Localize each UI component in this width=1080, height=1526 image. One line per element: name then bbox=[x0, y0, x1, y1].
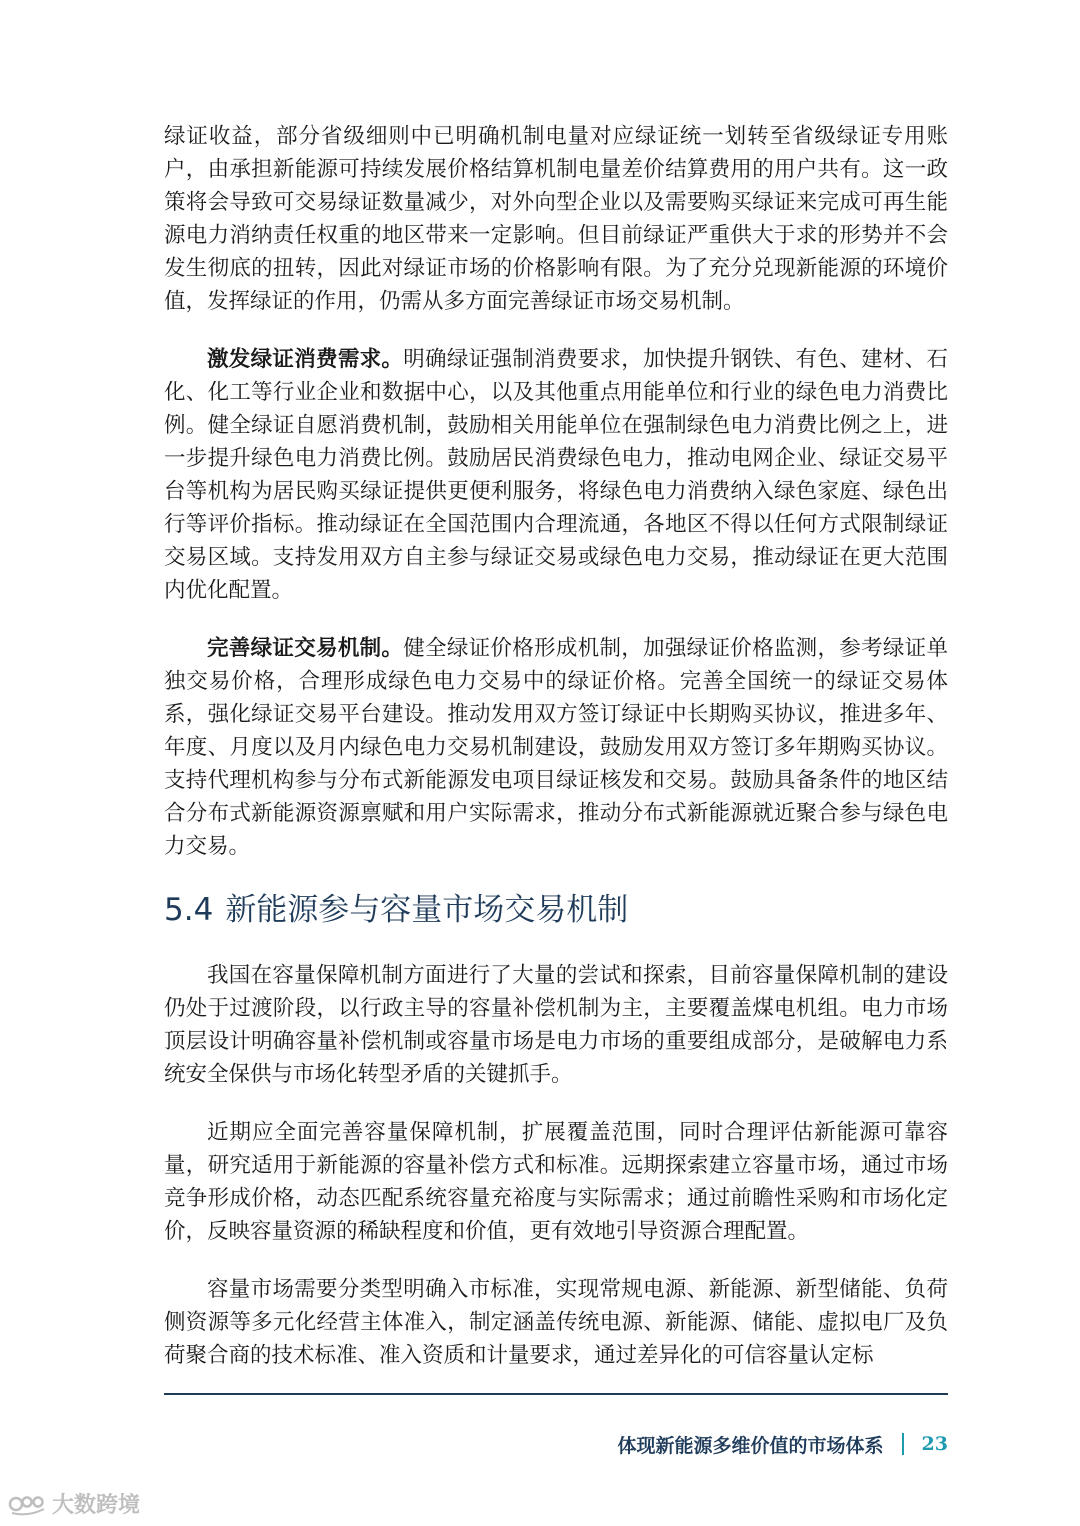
footer-divider bbox=[164, 1393, 948, 1395]
paragraph-5 bbox=[164, 1116, 948, 1248]
watermark bbox=[8, 1488, 140, 1519]
section-title-text: 新能源参与容量市场交易机制 bbox=[225, 892, 629, 928]
page-content bbox=[164, 120, 948, 1397]
paragraph-6 bbox=[164, 1273, 948, 1372]
paragraph-2-text: 明确绿证强制消费要求，加快提升钢铁、有色、建材、石化、化工等行业企业和数据中心，以及其他重点用能单位和行业的绿色电力消费比例。健全绿证自愿消费机制，鼓励相关用能单位在强制绿色电力消费比例之上，进一步提升绿色电力消费比例。鼓励居民消费绿色电力，推动电网企业、绿证交易平台等机构为居民购买绿证提供更便利服务，将绿色电力消费纳入绿色家庭、绿色出行等评价指标。推动绿证在全国范围内合理流通，各地区不得以任何方式限制绿证交易区域。支持发用双方自主参与绿证交易或绿色电力交易，推动绿证在更大范围内优化配置。 bbox=[164, 347, 948, 603]
paragraph-2-lead: 激发绿证消费需求。 bbox=[207, 347, 404, 372]
paragraph-3-text: 健全绿证价格形成机制，加强绿证价格监测，参考绿证单独交易价格，合理形成绿色电力交易中的绿证价格。完善全国统一的绿证交易体系，强化绿证交易平台建设。推动发用双方签订绿证中长期购买协议，推进多年、年度、月度以及月内绿色电力交易机制建设，鼓励发用双方签订多年期购买协议。支持代理机构参与分布式新能源发电项目绿证核发和交易。鼓励具备条件的地区结合分布式新能源资源禀赋和用户实际需求，推动分布式新能源就近聚合参与绿色电力交易。 bbox=[164, 636, 948, 859]
paragraph-3 bbox=[164, 632, 948, 863]
paragraph-5-text: 近期应全面完善容量保障机制，扩展覆盖范围，同时合理评估新能源可靠容量，研究适用于新能源的容量补偿方式和标准。远期探索建立容量市场，通过市场竞争形成价格，动态匹配系统容量充裕度与实际需求；通过前瞻性采购和市场化定价，反映容量资源的稀缺程度和价值，更有效地引导资源合理配置。 bbox=[164, 1120, 948, 1244]
section-heading bbox=[164, 888, 948, 932]
page-footer bbox=[618, 1428, 948, 1460]
paragraph-2 bbox=[164, 343, 948, 607]
paragraph-1-text: 绿证收益，部分省级细则中已明确机制电量对应绿证统一划转至省级绿证专用账户，由承担新能源可持续发展价格结算机制电量差价结算费用的用户共有。这一政策将会导致可交易绿证数量减少，对外向型企业以及需要购买绿证来完成可再生能源电力消纳责任权重的地区带来一定影响。但目前绿证严重供大于求的形势并不会发生彻底的扭转，因此对绿证市场的价格影响有限。为了充分兑现新能源的环境价值，发挥绿证的作用，仍需从多方面完善绿证市场交易机制。 bbox=[164, 124, 948, 314]
section-number: 5.4 bbox=[164, 892, 214, 928]
watermark-logo-icon bbox=[8, 1491, 48, 1517]
paragraph-6-text: 容量市场需要分类型明确入市标准，实现常规电源、新能源、新型储能、负荷侧资源等多元化经营主体准入，制定涵盖传统电源、新能源、储能、虚拟电厂及负荷聚合商的技术标准、准入资质和计量要求，通过差异化的可信容量认定标 bbox=[164, 1277, 948, 1368]
paragraph-4 bbox=[164, 959, 948, 1091]
paragraph-4-text: 我国在容量保障机制方面进行了大量的尝试和探索，目前容量保障机制的建设仍处于过渡阶段，以行政主导的容量补偿机制为主，主要覆盖煤电机组。电力市场顶层设计明确容量补偿机制或容量市场是电力市场的重要组成部分，是破解电力系统安全保供与市场化转型矛盾的关键抓手。 bbox=[164, 963, 948, 1087]
page-number: 23 bbox=[921, 1433, 948, 1455]
paragraph-3-lead: 完善绿证交易机制。 bbox=[207, 636, 404, 661]
footer-separator bbox=[902, 1433, 904, 1455]
watermark-text: 大数跨境 bbox=[52, 1493, 141, 1518]
paragraph-1 bbox=[164, 120, 948, 318]
footer-title: 体现新能源多维价值的市场体系 bbox=[617, 1434, 884, 1457]
